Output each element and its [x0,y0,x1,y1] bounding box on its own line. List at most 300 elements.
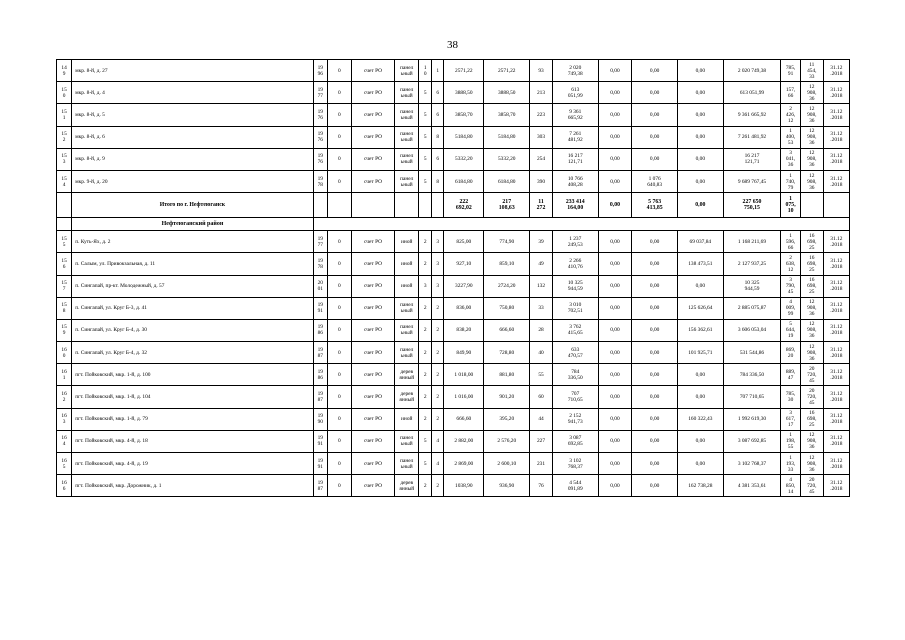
cell-a1: 3227,90 [444,275,484,297]
cell-s2: 12 908, 36 [800,82,823,104]
cell-empty [313,193,327,218]
cell-zero: 0 [327,453,351,475]
cell-zero: 0 [327,82,351,104]
cell-mat: панел ьный [395,430,419,452]
cell-c3: 0,00 [677,170,723,192]
cell-c4: 3 087 692,85 [723,430,781,452]
cell-cost: 2 266 410,76 [552,253,598,275]
cell-mat: панел ьный [395,82,419,104]
cell-c2: 0,00 [632,126,678,148]
cell-fl: 5 [419,126,432,148]
cell-fl: 2 [419,297,432,319]
table-row [57,408,850,430]
cell-a2: 2571,22 [484,60,530,82]
cell-date: 31.12 .2018 [823,231,849,253]
cell-empty [327,193,351,218]
cell-c3: 0,00 [677,275,723,297]
cell-en: 2 [432,342,444,364]
cell-a2: 881,80 [484,364,530,386]
total-a1: 222 692,02 [444,193,484,218]
cell-res: 44 [530,408,553,430]
cell-c3: 0,00 [677,60,723,82]
cell-c4: 1 168 211,69 [723,231,781,253]
total-c3: 0,00 [677,193,723,218]
cell-s1: 1 400, 53 [781,126,801,148]
cell-cost: 3 762 415,65 [552,319,598,341]
cell-n: 15 9 [57,319,72,341]
cell-zero: 0 [327,319,351,341]
cell-s2: 20 720, 45 [800,386,823,408]
cell-mat: панел ьный [395,126,419,148]
cell-s2: 16 698, 25 [800,275,823,297]
cell-a2: 395,20 [484,408,530,430]
cell-cost: 10 325 944,59 [552,275,598,297]
cell-c4: 2 885 075,87 [723,297,781,319]
cell-a2: 2 576,20 [484,430,530,452]
cell-year: 19 86 [313,319,327,341]
cell-empty [419,193,432,218]
cell-s2: 12 908, 36 [800,126,823,148]
cell-c1: 0,00 [598,126,632,148]
cell-en: 2 [432,297,444,319]
cell-en: 3 [432,275,444,297]
cell-c3: 0,00 [677,126,723,148]
cell-fl: 5 [419,430,432,452]
cell-c4: 1 992 619,30 [723,408,781,430]
cell-res: 132 [530,275,553,297]
cell-cost: 2 020 749,38 [552,60,598,82]
cell-addr: мкр. 9-й, д. 20 [72,170,313,192]
cell-c3: 162 738,28 [677,475,723,497]
cell-a2: 6184,80 [484,170,530,192]
cell-cost: 1 237 249,53 [552,231,598,253]
cell-zero: 0 [327,408,351,430]
total-c4: 227 650 750,15 [723,193,781,218]
cell-s1: 2 638, 12 [781,253,801,275]
page-number: 38 [447,39,458,51]
cell-a2: 774,90 [484,231,530,253]
cell-c2: 0,00 [632,364,678,386]
total-s1: 1 075, 10 [781,193,801,218]
cell-c3: 0,00 [677,364,723,386]
cell-en: 2 [432,475,444,497]
cell-n: 15 6 [57,253,72,275]
cell-a1: 5184,80 [444,126,484,148]
cell-n: 16 3 [57,408,72,430]
cell-year: 19 87 [313,342,327,364]
table-row [57,297,850,319]
cell-s1: 1 740, 79 [781,170,801,192]
cell-s1: 5 644, 19 [781,319,801,341]
cell-cost: 16 217 121,71 [552,148,598,170]
cell-c1: 0,00 [598,275,632,297]
table-row [57,364,850,386]
cell-acct: счет РО [351,386,395,408]
cell-date: 31.12 .2018 [823,453,849,475]
table-row [57,453,850,475]
cell-a1: 3858,70 [444,104,484,126]
cell-a2: 3888,50 [484,82,530,104]
cell-addr: мкр. 8-й, д. 4 [72,82,313,104]
total-c1: 0,00 [598,193,632,218]
cell-fl: 3 [419,275,432,297]
cell-cost: 2 152 941,73 [552,408,598,430]
cell-en: 3 [432,253,444,275]
cell-res: 227 [530,430,553,452]
cell-s1: 1 596, 66 [781,231,801,253]
cell-res: 33 [530,297,553,319]
cell-n: 16 2 [57,386,72,408]
cell-c3: 0,00 [677,453,723,475]
cell-fl: 5 [419,82,432,104]
cell-n: 16 0 [57,342,72,364]
cell-cost: 784 336,50 [552,364,598,386]
cell-res: 213 [530,82,553,104]
cell-zero: 0 [327,297,351,319]
cell-a1: 1 016,00 [444,386,484,408]
cell-n: 14 9 [57,60,72,82]
cell-c4: 16 217 121,71 [723,148,781,170]
cell-date: 31.12 .2018 [823,253,849,275]
cell-a1: 1 018,00 [444,364,484,386]
cell-c1: 0,00 [598,170,632,192]
cell-c4: 7 261 481,92 [723,126,781,148]
cell-fl: 5 [419,104,432,126]
cell-a1: 5332,20 [444,148,484,170]
cell-mat: иной [395,275,419,297]
cell-addr: пгт. Пойковский, мкр. 4-й, д. 18 [72,430,313,452]
cell-a2: 5332,20 [484,148,530,170]
cell-n: 15 1 [57,104,72,126]
cell-c4: 531 544,86 [723,342,781,364]
cell-c1: 0,00 [598,319,632,341]
cell-s1: 157, 66 [781,82,801,104]
cell-cost: 3 087 692,85 [552,430,598,452]
table-row [57,319,850,341]
cell-year: 19 87 [313,386,327,408]
cell-res: 223 [530,104,553,126]
cell-c2: 0,00 [632,453,678,475]
cell-s2: 12 908, 36 [800,453,823,475]
cell-addr: пгт. Пойковский, мкр. 1-й, д. 79 [72,408,313,430]
cell-res: 55 [530,364,553,386]
cell-c4: 3 606 053,04 [723,319,781,341]
cell-a1: 666,60 [444,408,484,430]
cell-mat: панел ьный [395,170,419,192]
cell-cost: 707 710,65 [552,386,598,408]
cell-fl: 2 [419,408,432,430]
cell-a1: 3888,50 [444,82,484,104]
cell-zero: 0 [327,386,351,408]
cell-year: 20 01 [313,275,327,297]
cell-res: 390 [530,170,553,192]
cell-acct: счет РО [351,275,395,297]
cell-zero: 0 [327,364,351,386]
cell-en: 6 [432,104,444,126]
table-row [57,430,850,452]
cell-res: 28 [530,319,553,341]
cell-c1: 0,00 [598,453,632,475]
cell-c2: 1 076 640,83 [632,170,678,192]
cell-addr: пгт. Пойковский, мкр. 4-й, д. 19 [72,453,313,475]
cell-year: 19 91 [313,453,327,475]
cell-en: 2 [432,386,444,408]
cell-c1: 0,00 [598,82,632,104]
cell-year: 19 90 [313,408,327,430]
table-row [57,275,850,297]
cell-c3: 156 362,61 [677,319,723,341]
cell-s1: 785, 30 [781,386,801,408]
table-row [57,386,850,408]
cell-mat: панел ьный [395,453,419,475]
cell-en: 3 [432,231,444,253]
cell-res: 303 [530,126,553,148]
cell-s1: 4 850, 14 [781,475,801,497]
cell-date: 31.12 .2018 [823,475,849,497]
cell-res: 254 [530,148,553,170]
cell-addr: п. Сингапай, ул. Круг Б-4, д. 32 [72,342,313,364]
cell-date: 31.12 .2018 [823,170,849,192]
cell-mat: панел ьный [395,104,419,126]
cell-acct: счет РО [351,60,395,82]
cell-empty [351,193,395,218]
cell-mat: панел ьный [395,319,419,341]
cell-date: 31.12 .2018 [823,126,849,148]
cell-acct: счет РО [351,170,395,192]
cell-s1: 2 426, 12 [781,104,801,126]
cell-year: 19 76 [313,148,327,170]
cell-cost: 3 010 702,51 [552,297,598,319]
cell-a2: 728,80 [484,342,530,364]
cell-c3: 69 037,84 [677,231,723,253]
cell-c2: 0,00 [632,297,678,319]
cell-addr: п. Сингапай, ул. Круг Б-3, д. 41 [72,297,313,319]
cell-empty [395,193,419,218]
cell-s2: 16 698, 25 [800,253,823,275]
cell-s2: 12 908, 36 [800,170,823,192]
cell-acct: счет РО [351,104,395,126]
cell-c1: 0,00 [598,386,632,408]
cell-acct: счет РО [351,319,395,341]
cell-c3: 138 473,51 [677,253,723,275]
cell-res: 93 [530,60,553,82]
cell-c3: 0,00 [677,148,723,170]
cell-c4: 784 336,50 [723,364,781,386]
cell-date: 31.12 .2018 [823,430,849,452]
cell-en: 2 [432,408,444,430]
cell-res: 49 [530,253,553,275]
cell-n: 15 7 [57,275,72,297]
cell-date: 31.12 .2018 [823,60,849,82]
table-row [57,60,850,82]
cell-fl: 5 [419,170,432,192]
cell-n: 15 3 [57,148,72,170]
cell-fl: 5 [419,148,432,170]
cell-a1: 2 869,00 [444,453,484,475]
cell-acct: счет РО [351,342,395,364]
cell-year: 19 78 [313,170,327,192]
cell-zero: 0 [327,126,351,148]
cell-c3: 0,00 [677,430,723,452]
cell-res: 231 [530,453,553,475]
cell-year: 19 76 [313,104,327,126]
table-row [57,148,850,170]
cell-n: 15 2 [57,126,72,148]
cell-en: 8 [432,170,444,192]
cell-cost: 613 051,99 [552,82,598,104]
cell-mat: панел ьный [395,148,419,170]
cell-empty [57,218,72,231]
cell-n: 15 0 [57,82,72,104]
cell-a1: 838,20 [444,319,484,341]
cell-s2: 12 908, 36 [800,148,823,170]
cell-res: 40 [530,342,553,364]
cell-zero: 0 [327,342,351,364]
section-row [57,218,850,231]
cell-addr: пгт. Пойковский, мкр. 1-й, д. 104 [72,386,313,408]
cell-mat: панел ьный [395,297,419,319]
cell-c4: 2 020 749,38 [723,60,781,82]
cell-fl: 5 [419,453,432,475]
cell-c3: 160 322,43 [677,408,723,430]
cell-acct: счет РО [351,430,395,452]
total-row [57,193,850,218]
cell-en: 6 [432,148,444,170]
cell-addr: мкр. 8-й, д. 9 [72,148,313,170]
cell-mat: дерев янный [395,364,419,386]
cell-c2: 0,00 [632,386,678,408]
cell-c3: 101 925,71 [677,342,723,364]
cell-fl: 2 [419,253,432,275]
cell-a2: 3858,70 [484,104,530,126]
cell-addr: пгт. Пойковский, мкр. 1-й, д. 100 [72,364,313,386]
cell-date: 31.12 .2018 [823,319,849,341]
cell-zero: 0 [327,475,351,497]
cell-s1: 3 790, 45 [781,275,801,297]
cell-zero: 0 [327,148,351,170]
cell-fl: 2 [419,231,432,253]
cell-a1: 2571,22 [444,60,484,82]
cell-c1: 0,00 [598,104,632,126]
cell-acct: счет РО [351,408,395,430]
cell-acct: счет РО [351,453,395,475]
cell-mat: иной [395,253,419,275]
table-row [57,475,850,497]
cell-s2: 20 720, 45 [800,475,823,497]
cell-s2: 12 908, 36 [800,430,823,452]
cell-year: 19 96 [313,60,327,82]
cell-date: 31.12 .2018 [823,297,849,319]
total-label: Итого по г. Нефтеюганск [72,193,313,218]
cell-n: 16 5 [57,453,72,475]
cell-year: 19 86 [313,364,327,386]
total-c2: 5 763 413,85 [632,193,678,218]
cell-addr: п. Салым, ул. Привокзальная, д. 11 [72,253,313,275]
cell-zero: 0 [327,253,351,275]
cell-addr: пгт. Пойковский, мкр. Дорожник, д. 1 [72,475,313,497]
cell-c1: 0,00 [598,430,632,452]
cell-n: 15 4 [57,170,72,192]
cell-date: 31.12 .2018 [823,275,849,297]
cell-res: 76 [530,475,553,497]
cell-en: 6 [432,82,444,104]
cell-zero: 0 [327,430,351,452]
cell-mat: панел ьный [395,342,419,364]
cell-cost: 633 470,57 [552,342,598,364]
table-row [57,126,850,148]
cell-n: 15 8 [57,297,72,319]
cell-c4: 707 710,65 [723,386,781,408]
table-row [57,104,850,126]
cell-fl: 2 [419,386,432,408]
cell-s2: 12 908, 36 [800,104,823,126]
cell-en: 4 [432,430,444,452]
cell-acct: счет РО [351,126,395,148]
cell-c3: 125 626,64 [677,297,723,319]
cell-zero: 0 [327,275,351,297]
cell-acct: счет РО [351,231,395,253]
cell-n: 16 4 [57,430,72,452]
cell-a2: 5184,80 [484,126,530,148]
cell-year: 19 78 [313,253,327,275]
cell-year: 19 87 [313,475,327,497]
cell-addr: п. Сингапай, пр-кт. Молодежный, д. 57 [72,275,313,297]
cell-c2: 0,00 [632,253,678,275]
cell-c1: 0,00 [598,475,632,497]
cell-n: 16 1 [57,364,72,386]
cell-date: 31.12 .2018 [823,386,849,408]
cell-c1: 0,00 [598,231,632,253]
cell-addr: мкр. 8-й, д. 27 [72,60,313,82]
cell-s2: 12 908, 36 [800,297,823,319]
cell-zero: 0 [327,60,351,82]
cell-a2: 936,90 [484,475,530,497]
cell-c1: 0,00 [598,253,632,275]
cell-a1: 849,90 [444,342,484,364]
cell-c3: 0,00 [677,386,723,408]
cell-c2: 0,00 [632,60,678,82]
cell-c4: 10 325 944,59 [723,275,781,297]
cell-res: 60 [530,386,553,408]
cell-a2: 666,60 [484,319,530,341]
cell-zero: 0 [327,104,351,126]
cell-empty [432,193,444,218]
cell-c4: 9 689 767,45 [723,170,781,192]
cell-cost: 4 544 091,89 [552,475,598,497]
cell-c2: 0,00 [632,82,678,104]
cell-empty [823,193,849,218]
cell-a1: 825,00 [444,231,484,253]
cell-en: 1 [432,60,444,82]
cell-a1: 6184,80 [444,170,484,192]
cell-c4: 613 051,99 [723,82,781,104]
cell-c1: 0,00 [598,60,632,82]
cell-mat: дерев янный [395,386,419,408]
cell-c1: 0,00 [598,297,632,319]
cell-c2: 0,00 [632,342,678,364]
table-row [57,253,850,275]
cell-en: 4 [432,453,444,475]
cell-c4: 2 127 937,25 [723,253,781,275]
cell-mat: иной [395,408,419,430]
cell-c2: 0,00 [632,430,678,452]
cell-c2: 0,00 [632,275,678,297]
cell-a1: 1038,90 [444,475,484,497]
cell-fl: 2 [419,342,432,364]
cell-en: 8 [432,126,444,148]
cell-en: 2 [432,364,444,386]
cell-addr: п. Сингапай, ул. Круг Б-4, д. 30 [72,319,313,341]
